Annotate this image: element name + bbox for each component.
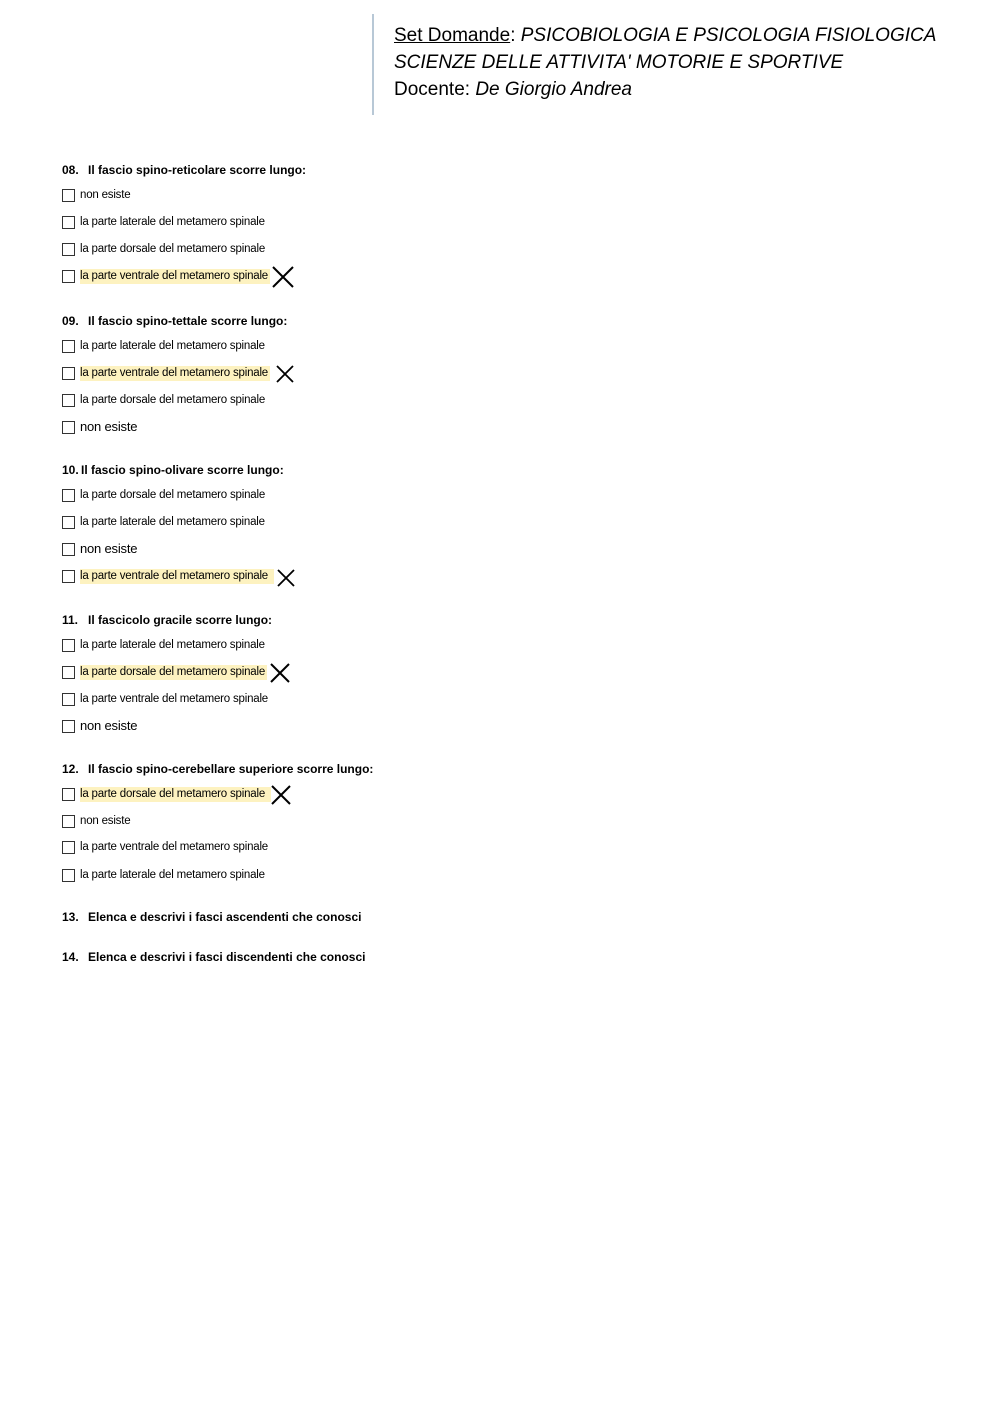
answer-text: non esiste <box>80 815 131 827</box>
answer-checkbox[interactable] <box>62 394 75 407</box>
answer-checkbox[interactable] <box>62 666 75 679</box>
question-13 <box>62 910 662 924</box>
answer-text: non esiste <box>80 189 131 201</box>
answer-option[interactable] <box>62 183 662 210</box>
answer-checkbox[interactable] <box>62 216 75 229</box>
question-text: Il fascio spino-olivare scorre lungo: <box>81 463 284 477</box>
answer-checkbox[interactable] <box>62 489 75 502</box>
answer-checkbox[interactable] <box>62 421 75 434</box>
answer-text-highlighted: la parte ventrale del metamero spinale <box>80 569 274 584</box>
answer-text: non esiste <box>80 419 138 434</box>
answer-checkbox[interactable] <box>62 570 75 583</box>
answer-option[interactable] <box>62 714 662 741</box>
answer-option-selected[interactable] <box>62 782 662 809</box>
question-title <box>62 762 662 776</box>
answer-checkbox[interactable] <box>62 693 75 706</box>
question-11 <box>62 613 662 741</box>
teacher-name: De Giorgio Andrea <box>475 79 632 100</box>
question-title <box>62 463 662 477</box>
answer-text: la parte dorsale del metamero spinale <box>80 243 266 255</box>
question-14 <box>62 950 662 964</box>
answer-option[interactable] <box>62 809 662 835</box>
question-08 <box>62 163 662 291</box>
answer-text: la parte laterale del metamero spinale <box>80 216 265 228</box>
program-title: SCIENZE DELLE ATTIVITA' MOTORIE E SPORTIVE <box>394 52 844 73</box>
question-text: Il fascicolo gracile scorre lungo: <box>88 613 273 627</box>
answer-option-selected[interactable] <box>62 361 662 388</box>
answer-text: non esiste <box>80 718 138 733</box>
document-header <box>372 14 972 115</box>
answer-text-highlighted: la parte ventrale del metamero spinale <box>80 367 269 379</box>
answer-checkbox[interactable] <box>62 270 75 283</box>
answer-text: la parte laterale del metamero spinale <box>80 869 265 881</box>
answer-option[interactable] <box>62 388 662 415</box>
header-teacher-line <box>394 76 972 103</box>
answer-text: non esiste <box>80 541 138 556</box>
answer-option[interactable] <box>62 633 662 660</box>
question-number: 09. <box>62 314 79 328</box>
answer-text-highlighted: la parte dorsale del metamero spinale <box>80 787 271 802</box>
answer-option[interactable] <box>62 510 662 537</box>
question-number: 08. <box>62 163 79 177</box>
answer-checkbox[interactable] <box>62 815 75 828</box>
answer-text: la parte ventrale del metamero spinale <box>80 693 269 705</box>
x-mark-icon <box>275 364 295 384</box>
answer-text: la parte laterale del metamero spinale <box>80 516 265 528</box>
answer-text: la parte dorsale del metamero spinale <box>80 489 266 501</box>
answer-option-selected[interactable] <box>62 660 662 687</box>
answer-text: la parte dorsale del metamero spinale <box>80 394 266 406</box>
answer-checkbox[interactable] <box>62 639 75 652</box>
question-10 <box>62 463 662 591</box>
question-title <box>62 314 662 328</box>
answer-checkbox[interactable] <box>62 869 75 882</box>
answer-text-highlighted: la parte dorsale del metamero spinale <box>80 666 266 678</box>
answer-checkbox[interactable] <box>62 516 75 529</box>
answer-option[interactable] <box>62 210 662 237</box>
answer-option[interactable] <box>62 483 662 510</box>
answer-text: la parte ventrale del metamero spinale <box>80 841 269 853</box>
question-text: Il fascio spino-tettale scorre lungo: <box>88 314 288 328</box>
answer-text-highlighted: la parte ventrale del metamero spinale <box>80 270 269 282</box>
answer-checkbox[interactable] <box>62 367 75 380</box>
answer-text: la parte laterale del metamero spinale <box>80 639 265 651</box>
question-text: Il fascio spino-cerebellare superiore scorre lungo: <box>88 762 374 776</box>
course-title: PSICOBIOLOGIA E PSICOLOGIA FISIOLOGICA <box>520 25 937 46</box>
answer-text: la parte laterale del metamero spinale <box>80 340 265 352</box>
question-title <box>62 613 662 627</box>
set-colon: : <box>510 25 516 46</box>
question-number: 10. <box>62 463 79 477</box>
answer-option[interactable] <box>62 835 662 863</box>
answer-option-selected[interactable] <box>62 564 662 591</box>
header-course-line <box>394 14 972 49</box>
answer-option[interactable] <box>62 237 662 264</box>
question-12 <box>62 762 662 890</box>
question-text: Elenca e descrivi i fasci discendenti che conosci <box>88 950 366 964</box>
answer-option-selected[interactable] <box>62 264 662 291</box>
question-text: Il fascio spino-reticolare scorre lungo: <box>88 163 307 177</box>
x-mark-icon <box>270 784 292 806</box>
answer-checkbox[interactable] <box>62 340 75 353</box>
question-text: Elenca e descrivi i fasci ascendenti che conosci <box>88 910 362 924</box>
x-mark-icon <box>269 662 291 684</box>
question-number: 12. <box>62 762 79 776</box>
question-number: 14. <box>62 950 79 964</box>
answer-option[interactable] <box>62 334 662 361</box>
question-09 <box>62 314 662 442</box>
question-number: 13. <box>62 910 79 924</box>
question-title <box>62 910 662 924</box>
answer-option[interactable] <box>62 687 662 714</box>
answer-option[interactable] <box>62 863 662 890</box>
answer-option[interactable] <box>62 537 662 564</box>
teacher-label: Docente: <box>394 79 471 100</box>
question-number: 11. <box>62 613 79 627</box>
x-mark-icon <box>271 265 295 289</box>
x-mark-icon <box>276 568 296 588</box>
answer-checkbox[interactable] <box>62 788 75 801</box>
answer-checkbox[interactable] <box>62 189 75 202</box>
answer-checkbox[interactable] <box>62 720 75 733</box>
question-title <box>62 163 662 177</box>
question-title <box>62 950 662 964</box>
set-label: Set Domande <box>394 25 511 46</box>
answer-checkbox[interactable] <box>62 243 75 256</box>
answer-option[interactable] <box>62 415 662 442</box>
answer-checkbox[interactable] <box>62 543 75 556</box>
answer-checkbox[interactable] <box>62 841 75 854</box>
